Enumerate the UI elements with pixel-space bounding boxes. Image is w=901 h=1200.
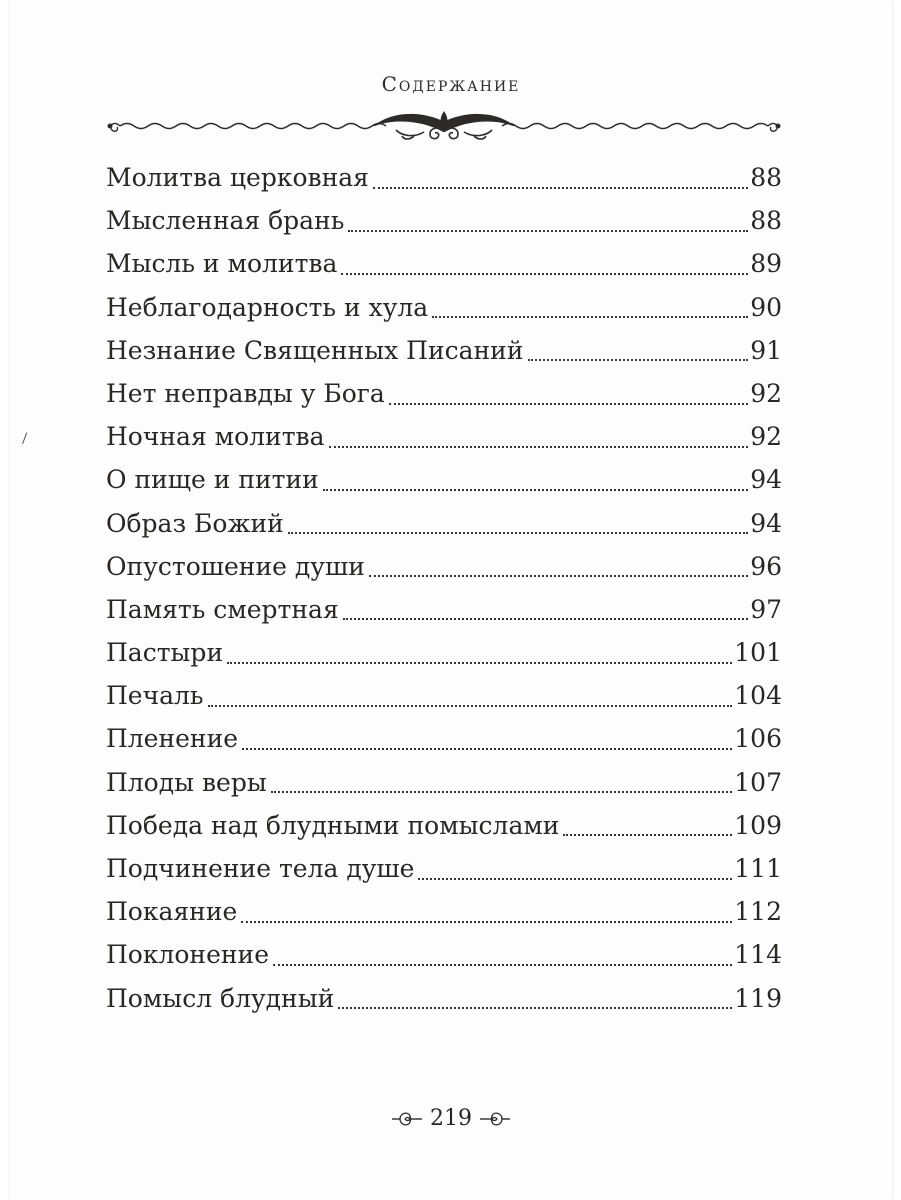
page-header-title: Содержание — [381, 72, 521, 96]
toc-entry-title: Печаль — [106, 681, 204, 711]
toc-entry — [106, 804, 782, 847]
page-number: 219 — [430, 1106, 472, 1131]
toc-entry-title: Неблагодарность и хула — [106, 292, 429, 322]
toc-entry-page: 107 — [734, 767, 782, 797]
toc-dot-leader — [208, 705, 733, 707]
toc-entry — [106, 847, 782, 890]
toc-entry-page: 112 — [734, 897, 782, 927]
flourish-icon — [478, 1108, 512, 1130]
toc-entry-title: Пастыри — [106, 638, 224, 668]
toc-dot-leader — [418, 878, 732, 880]
toc-entry-page: 90 — [750, 292, 782, 322]
toc-dot-leader — [389, 403, 748, 405]
toc-entry — [106, 890, 782, 933]
toc-dot-leader — [348, 230, 748, 232]
toc-entry-title: Ночная молитва — [106, 422, 325, 452]
toc-entry — [106, 674, 782, 717]
toc-entry — [106, 415, 782, 458]
toc-entry-title: Покаяние — [106, 897, 238, 927]
toc-entry — [106, 588, 782, 631]
toc-entry-title: Опустошение души — [106, 551, 365, 581]
toc-entry — [106, 717, 782, 760]
toc-entry-page: 109 — [734, 810, 782, 840]
toc-dot-leader — [273, 964, 732, 966]
toc-dot-leader — [343, 618, 748, 620]
toc-entry-page: 92 — [750, 422, 782, 452]
toc-entry — [106, 545, 782, 588]
toc-dot-leader — [563, 834, 732, 836]
toc-entry-page: 92 — [750, 378, 782, 408]
toc-entry — [106, 156, 782, 199]
toc-entry-title: Память смертная — [106, 594, 339, 624]
toc-dot-leader — [432, 316, 748, 318]
stray-mark — [22, 433, 31, 446]
toc-dot-leader — [242, 748, 732, 750]
toc-entry — [106, 242, 782, 285]
toc-entry-page: 106 — [734, 724, 782, 754]
toc-dot-leader — [288, 532, 748, 534]
page-footer — [10, 1106, 892, 1131]
toc-entry-title: Молитва церковная — [106, 163, 369, 192]
toc-entry-page: 88 — [750, 206, 782, 236]
toc-entry — [106, 458, 782, 501]
toc-entry-page: 89 — [750, 249, 782, 279]
toc-entry-title: Плоды веры — [106, 767, 267, 797]
toc-entry-title: Нет неправды у Бога — [106, 378, 385, 408]
toc-dot-leader — [329, 446, 749, 448]
toc-dot-leader — [373, 187, 748, 189]
toc-dot-leader — [369, 575, 748, 577]
toc-dot-leader — [528, 359, 749, 361]
toc-entry-page: 104 — [734, 681, 782, 711]
toc-entry-page: 101 — [734, 638, 782, 668]
toc-dot-leader — [241, 921, 732, 923]
toc-entry-title: Победа над блудными помыслами — [106, 810, 560, 840]
toc-entry-page: 97 — [750, 594, 782, 624]
toc-entry-page: 94 — [750, 465, 782, 495]
toc-entry — [106, 977, 782, 1020]
toc-entry-title: Подчинение тела душе — [106, 854, 415, 883]
toc-entry-page: 111 — [734, 854, 782, 883]
flourish-icon — [390, 1108, 424, 1130]
toc-entry-page: 96 — [750, 551, 782, 581]
toc-entry-title: О пище и питии — [106, 465, 319, 495]
toc-entry-title: Незнание Священных Писаний — [106, 335, 524, 365]
toc-dot-leader — [271, 791, 733, 793]
table-of-contents — [106, 156, 782, 1020]
toc-entry-page: 119 — [734, 983, 782, 1013]
toc-entry-page: 88 — [750, 163, 782, 192]
toc-entry — [106, 286, 782, 329]
toc-entry — [106, 502, 782, 545]
toc-dot-leader — [227, 662, 732, 664]
toc-entry — [106, 329, 782, 372]
toc-entry-page: 94 — [750, 508, 782, 538]
toc-entry-title: Пленение — [106, 724, 239, 754]
toc-entry-title: Поклонение — [106, 940, 269, 970]
toc-entry-title: Мысленная брань — [106, 206, 345, 236]
toc-entry-title: Образ Божий — [106, 508, 284, 538]
toc-entry — [106, 372, 782, 415]
toc-entry-title: Мысль и молитва — [106, 249, 338, 279]
toc-entry-title: Помысл блудный — [106, 983, 335, 1013]
toc-entry-page: 91 — [750, 335, 782, 365]
toc-entry-page: 114 — [734, 940, 782, 970]
toc-entry — [106, 933, 782, 976]
toc-entry — [106, 631, 782, 674]
scroll-ornament-icon — [106, 106, 782, 146]
toc-dot-leader — [323, 489, 748, 491]
toc-entry — [106, 761, 782, 804]
book-page — [10, 0, 892, 1200]
toc-dot-leader — [341, 273, 748, 275]
toc-entry — [106, 199, 782, 242]
toc-dot-leader — [338, 1007, 732, 1009]
